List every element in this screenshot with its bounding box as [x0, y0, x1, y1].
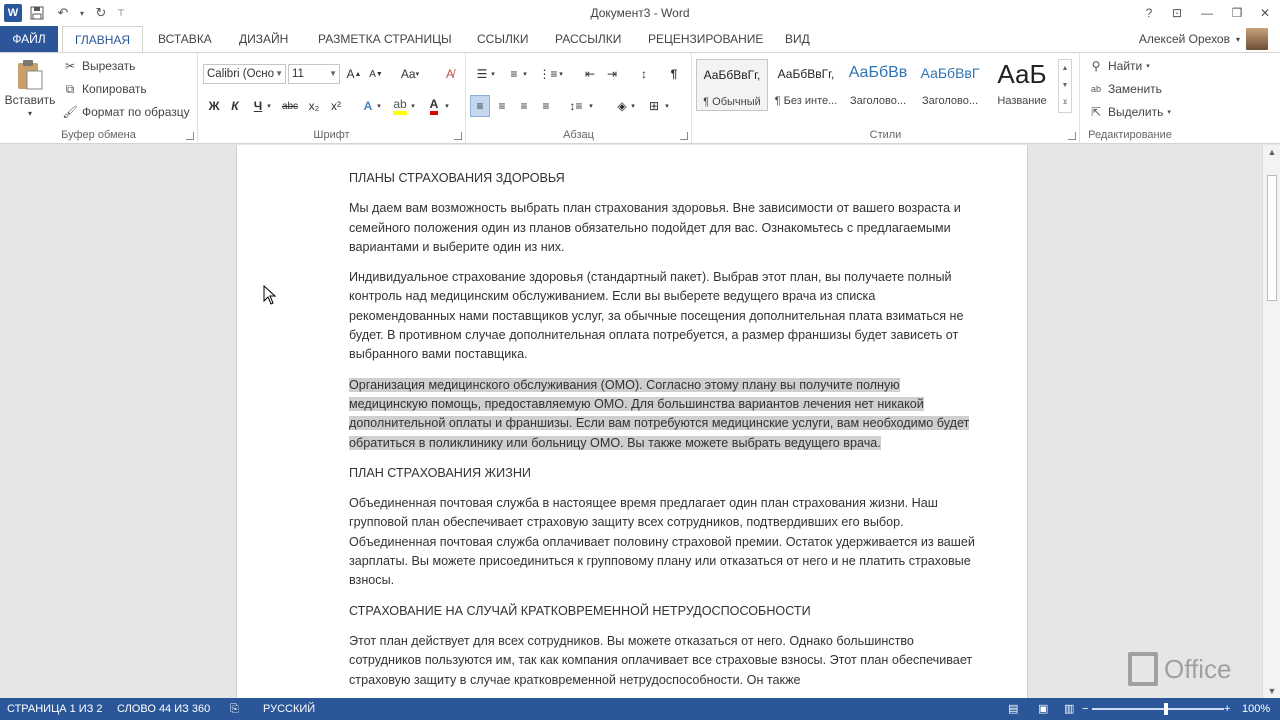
font-name-combo[interactable] [203, 64, 286, 84]
align-center-icon[interactable]: ≡ [498, 99, 506, 113]
paragraph-group [466, 53, 692, 143]
superscript-button[interactable]: x² [331, 99, 341, 113]
style-name: Заголово... [921, 95, 979, 107]
format-painter-button[interactable] [62, 104, 190, 120]
word-count[interactable]: СЛОВО 44 ИЗ 360 [117, 703, 211, 715]
scrollbar-thumb[interactable] [1267, 175, 1277, 301]
scroll-down-icon[interactable]: ▼ [1267, 686, 1277, 696]
shading-icon[interactable]: ◈ [617, 99, 627, 113]
strikethrough-button[interactable]: abc [281, 100, 299, 112]
chevron-down-icon: ▼ [329, 69, 337, 78]
paragraph-launcher-icon[interactable] [680, 132, 688, 140]
style-sample: АаБбВв [848, 64, 908, 81]
web-layout-icon[interactable]: ▥ [1064, 703, 1075, 715]
change-case-button[interactable]: Aa ▾ [400, 67, 420, 81]
scroll-up-icon[interactable]: ▲ [1267, 147, 1277, 157]
text-effects-dropdown-icon[interactable]: ▾ [377, 103, 381, 110]
tab-design[interactable]: ДИЗАЙН [239, 32, 289, 46]
find-label: Найти [1108, 59, 1143, 73]
tab-view[interactable]: ВИД [785, 32, 810, 46]
style-no-spacing[interactable] [770, 59, 842, 111]
style-sample: АаБбВвГ [920, 65, 980, 81]
font-launcher-icon[interactable] [454, 132, 462, 140]
style-title[interactable] [986, 59, 1058, 111]
highlight-icon[interactable]: ab [390, 95, 410, 117]
document-area[interactable] [0, 145, 1262, 698]
increase-indent-icon[interactable]: ⇥ [606, 67, 618, 81]
page-count[interactable]: СТРАНИЦА 1 ИЗ 2 [7, 703, 103, 715]
customize-qat-icon[interactable]: ⊤ [117, 7, 125, 18]
select-label: Выделить [1108, 105, 1164, 119]
paintbrush-icon: 🖌 [62, 105, 78, 119]
font-color-icon[interactable]: A [424, 95, 444, 117]
clipboard-launcher-icon[interactable] [186, 132, 194, 140]
numbering-dropdown-icon[interactable]: ▾ [523, 71, 527, 78]
heading-life-insurance[interactable]: ПЛАН СТРАХОВАНИЯ ЖИЗНИ [349, 465, 531, 480]
document-title: Документ3 - Word [590, 6, 690, 20]
style-name: ¶ Обычный [703, 96, 761, 108]
print-layout-icon[interactable]: ▣ [1038, 703, 1049, 715]
borders-icon[interactable]: ⊞ [648, 99, 660, 113]
align-right-icon[interactable]: ≡ [520, 99, 528, 113]
mouse-pointer-icon [263, 285, 277, 305]
tab-insert[interactable]: ВСТАВКА [158, 32, 212, 46]
style-sample: АаБбВвГг, [777, 67, 835, 81]
paragraph[interactable]: Индивидуальное страхование здоровья (стандартный пакет). Выбрав этот план, вы получаете полный контроль над медицинским обслуживанием. Если вы выберете ведущего врача из списка рекомендованных нами поставщиков услуг, за обычные посещения дополнительная плата взиматься не будет. В противном случае дополнительная оплата потребуется, а размер франшизы будет зависеть от выбранного вами поставщика. [349, 270, 964, 362]
tab-review[interactable]: РЕЦЕНЗИРОВАНИЕ [648, 32, 764, 46]
paragraph-group-label: Абзац [563, 129, 594, 141]
italic-button[interactable]: К [231, 99, 239, 113]
user-account[interactable] [1139, 26, 1268, 52]
editing-group [1080, 53, 1180, 143]
font-size-combo[interactable] [288, 64, 340, 84]
close-icon[interactable]: ✕ [1259, 6, 1271, 20]
copy-icon: ⧉ [65, 81, 75, 96]
scissors-icon: ✂ [64, 59, 76, 73]
document-body[interactable] [349, 169, 979, 698]
tab-references[interactable]: ССЫЛКИ [477, 32, 529, 46]
user-name: Алексей Орехов [1138, 32, 1230, 46]
font-group [198, 53, 466, 143]
line-spacing-icon[interactable]: ↕≡ [569, 99, 583, 113]
paste-icon [15, 59, 45, 91]
office-logo [1128, 652, 1231, 686]
align-left-icon[interactable]: ≡ [470, 95, 490, 117]
zoom-level[interactable]: 100% [1242, 703, 1271, 715]
font-name-value: Calibri (Осно [207, 68, 275, 80]
style-normal[interactable] [696, 59, 768, 111]
binoculars-icon: ⚲ [1091, 59, 1101, 73]
text-effects-icon[interactable]: A [363, 99, 373, 113]
font-group-label: Шрифт [313, 129, 350, 141]
bullets-icon[interactable]: ☰ [476, 67, 488, 81]
multilevel-dropdown-icon[interactable]: ▾ [559, 71, 563, 78]
borders-dropdown-icon[interactable]: ▾ [665, 103, 669, 110]
bold-button[interactable]: Ж [208, 99, 220, 113]
paragraph[interactable]: Объединенная почтовая служба в настоящее время предлагает один план страхования жизни. Наш групповой план обеспечивает страховую защиту всех сотрудников, подтвердивших его выбор. Объединенная почтовая служба оплачивает половину страховой премии. Остаток удерживается из вашей зарплаты. Вы можете присоединиться к групповому плану или отказаться от него и не платить страховые взносы. [349, 496, 975, 588]
select-arrow-icon: ⇱ [1090, 105, 1102, 119]
proofing-icon[interactable]: ⎘ [230, 703, 239, 715]
decrease-indent-icon[interactable]: ⇤ [584, 67, 596, 81]
tab-mailings[interactable]: РАССЫЛКИ [555, 32, 622, 46]
paste-label: Вставить [4, 93, 56, 107]
status-bar [0, 698, 1280, 720]
vertical-scrollbar[interactable] [1262, 145, 1280, 698]
ribbon-tabs [0, 26, 1280, 52]
replace-button[interactable] [1088, 81, 1162, 97]
styles-group [692, 53, 1080, 143]
style-name: Название [997, 95, 1047, 107]
restore-icon[interactable]: ❐ [1231, 6, 1243, 20]
paste-button[interactable] [6, 59, 54, 118]
font-color-dropdown-icon[interactable]: ▾ [445, 103, 449, 110]
language-indicator[interactable]: РУССКИЙ [263, 703, 316, 715]
cut-button[interactable] [62, 58, 135, 74]
numbering-icon[interactable]: ≡ [510, 67, 518, 81]
style-sample: АаБ [997, 59, 1047, 89]
bullets-dropdown-icon[interactable]: ▾ [491, 71, 495, 78]
styles-launcher-icon[interactable] [1068, 132, 1076, 140]
format-painter-label: Формат по образцу [82, 105, 190, 119]
style-name: ¶ Без инте... [774, 95, 838, 107]
tab-home[interactable]: ГЛАВНАЯ [62, 26, 143, 53]
clear-formatting-icon[interactable]: A̸ [445, 67, 454, 81]
zoom-slider[interactable] [1092, 708, 1224, 710]
minimize-icon[interactable]: — [1201, 6, 1213, 20]
zoom-slider-knob[interactable] [1164, 703, 1168, 715]
office-logo-icon [1128, 652, 1158, 686]
subscript-button[interactable]: x₂ [308, 99, 320, 113]
select-dropdown-icon: ▾ [1167, 109, 1171, 116]
chevron-down-icon: ▼ [275, 69, 283, 78]
heading-short-term-disability[interactable]: СТРАХОВАНИЕ НА СЛУЧАЙ КРАТКОВРЕМЕННОЙ НЕТРУДОСПОСОБНОСТИ [349, 603, 811, 618]
undo-icon[interactable]: ↶ [57, 5, 69, 20]
copy-button[interactable] [62, 81, 147, 97]
zoom-in-icon[interactable]: + [1224, 703, 1231, 715]
grow-font-icon[interactable]: A ▲ [346, 67, 362, 81]
clipboard-group [0, 53, 198, 143]
find-dropdown-icon: ▾ [1146, 63, 1150, 70]
help-button[interactable]: ? [1145, 6, 1153, 20]
line-spacing-dropdown-icon[interactable]: ▾ [589, 103, 593, 110]
title-bar [0, 0, 1280, 26]
gallery-more-icon[interactable]: ⊻ [1062, 99, 1068, 106]
copy-label: Копировать [82, 82, 147, 96]
style-heading-1[interactable] [842, 59, 914, 111]
read-mode-icon[interactable]: ▤ [1008, 703, 1019, 715]
tab-page-layout[interactable]: РАЗМЕТКА СТРАНИЦЫ [318, 32, 452, 46]
paste-dropdown-icon: ▾ [27, 109, 32, 118]
gallery-up-icon[interactable]: ▲ [1061, 65, 1069, 72]
selection-highlight[interactable]: Организация медицинского обслуживания (ОМО). Согласно этому плану вы получите полную медицинскую помощь, предоставляемую ОМО. Для большинства вариантов лечения нет никакой дополнительной оплаты и франшизы. Если вам потребуются медицинские услуги, вам необходимо будет обратиться в поликлинику или больницу ОМО. Вы также можете выбрать ведущего врача. [349, 377, 970, 450]
select-button[interactable] [1088, 104, 1171, 120]
office-logo-text: Office [1164, 653, 1232, 684]
styles-gallery-scroll[interactable] [1058, 59, 1072, 113]
multilevel-list-icon[interactable]: ⋮≡ [538, 67, 558, 81]
cut-label: Вырезать [82, 59, 136, 73]
styles-group-label: Стили [869, 129, 902, 141]
replace-label: Заменить [1108, 82, 1162, 96]
change-case-label: Aa [400, 67, 416, 81]
justify-icon[interactable]: ≡ [542, 99, 550, 113]
paragraph[interactable]: Этот план действует для всех сотрудников. Вы можете отказаться от него. Однако большинство сотрудников пользуются им, так как компания оплачивает все страховые взносы. Этот план обеспечивает страховую защиту в случае кратковременной нетрудоспособности. Он также [349, 633, 973, 687]
tab-file[interactable]: ФАЙЛ [0, 26, 58, 52]
selected-paragraph[interactable] [349, 376, 979, 453]
sort-icon[interactable]: ↕ [641, 67, 647, 81]
avatar [1246, 28, 1268, 50]
underline-dropdown-icon[interactable]: ▾ [267, 103, 271, 110]
style-sample: АаБбВвГг, [703, 68, 761, 82]
document-page[interactable] [236, 145, 1028, 698]
zoom-out-icon[interactable]: − [1082, 703, 1089, 715]
ribbon-display-options-icon[interactable]: ⊡ [1171, 6, 1183, 20]
highlight-dropdown-icon[interactable]: ▾ [411, 103, 415, 110]
clipboard-group-label: Буфер обмена [61, 129, 136, 141]
undo-dropdown-icon[interactable]: ▾ [79, 8, 84, 18]
shrink-font-icon[interactable]: A ▼ [369, 68, 383, 80]
style-heading-2[interactable] [914, 59, 986, 111]
word-app-icon[interactable]: W [4, 4, 22, 22]
shading-dropdown-icon[interactable]: ▾ [631, 103, 635, 110]
font-size-value: 11 [292, 68, 304, 80]
heading-health-plans[interactable]: ПЛАНЫ СТРАХОВАНИЯ ЗДОРОВЬЯ [349, 171, 565, 185]
editing-group-label: Редактирование [1088, 129, 1172, 141]
account-dropdown-icon: ▾ [1235, 34, 1240, 44]
redo-icon[interactable]: ↻ [95, 5, 107, 20]
style-name: Заголово... [849, 95, 907, 107]
underline-button[interactable]: Ч [253, 99, 263, 113]
ribbon [0, 52, 1280, 144]
show-formatting-icon[interactable]: ¶ [670, 67, 678, 81]
gallery-down-icon[interactable]: ▼ [1061, 82, 1069, 89]
replace-icon: ab [1090, 84, 1101, 94]
paragraph[interactable]: Мы даем вам возможность выбрать план страхования здоровья. Вне зависимости от вашего возраста и семейного положения один из планов обязательно подойдет для вас. Ознакомьтесь с предлагаемыми вариантами и выберите один из них. [349, 201, 961, 254]
find-button[interactable] [1088, 58, 1150, 74]
